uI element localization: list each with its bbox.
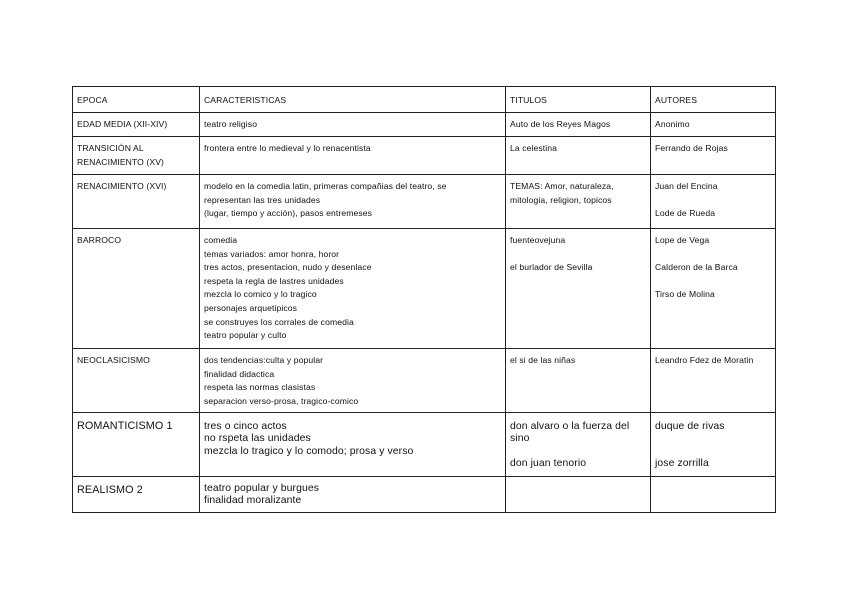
cell-epoca xyxy=(73,229,200,349)
cell-caracteristicas xyxy=(200,349,506,413)
spacer xyxy=(655,194,771,208)
cell-epoca xyxy=(73,113,200,137)
cell-caracteristicas xyxy=(200,229,506,349)
cell-line: RENACIMIENTO (XV) xyxy=(77,156,165,167)
table-row xyxy=(73,229,776,349)
table-row xyxy=(73,349,776,413)
cell-line: REALISMO 2 xyxy=(77,484,143,496)
cell-autores xyxy=(651,113,776,137)
spacer xyxy=(510,446,646,458)
cell-autores xyxy=(651,413,776,477)
cell-autores xyxy=(651,175,776,229)
cell-line: teatro popular y culto xyxy=(204,330,287,341)
cell-line: no rspeta las unidades xyxy=(204,433,311,445)
cell-line: dos tendencias:culta y popular xyxy=(204,355,324,365)
cell-line: TRANSICIÓN AL xyxy=(77,143,144,153)
cell-line: el si de las niñas xyxy=(510,355,576,365)
cell-line: Tirso de Molina xyxy=(655,289,715,300)
spacer xyxy=(655,248,771,262)
table-row xyxy=(73,477,776,513)
cell-line: teatro religiso xyxy=(204,119,258,129)
cell-line: EDAD MEDIA (XII-XIV) xyxy=(77,119,168,129)
cell-epoca xyxy=(73,175,200,229)
cell-line: RENACIMIENTO (XVI) xyxy=(77,181,167,191)
header-autores: AUTORES xyxy=(651,87,776,113)
literature-table xyxy=(72,86,776,513)
cell-line: duque de rivas xyxy=(655,421,725,432)
cell-line: ROMANTICISMO 1 xyxy=(77,420,173,432)
cell-titulos xyxy=(506,229,651,349)
header-titulos: TITULOS xyxy=(506,87,651,113)
cell-epoca xyxy=(73,413,200,477)
cell-line: frontera entre lo medieval y lo renacentista xyxy=(204,143,371,153)
table-header-row xyxy=(73,87,776,113)
cell-caracteristicas xyxy=(200,113,506,137)
cell-line: Calderon de la Barca xyxy=(655,262,738,273)
cell-titulos xyxy=(506,477,651,513)
cell-line: mezcla lo tragico y lo comodo; prosa y verso xyxy=(204,445,414,457)
cell-autores xyxy=(651,137,776,175)
cell-line: fuenteovejuna xyxy=(510,235,566,245)
cell-caracteristicas xyxy=(200,175,506,229)
cell-line: Lode de Rueda xyxy=(655,208,716,219)
cell-line: TEMAS: Amor, naturaleza, xyxy=(510,181,614,191)
table-row xyxy=(73,113,776,137)
cell-line: modelo en la comedia latin, primeras compañias del teatro, se xyxy=(204,181,447,191)
cell-line: mitologia, religion, topicos xyxy=(510,194,612,205)
cell-line: representan las tres unidades xyxy=(204,194,321,205)
cell-autores xyxy=(651,477,776,513)
cell-line: don alvaro o la fuerza del xyxy=(510,421,630,432)
spacer xyxy=(655,446,771,458)
cell-line: Anonimo xyxy=(655,119,690,129)
header-caracteristicas: CARACTERISTICAS xyxy=(200,87,506,113)
header-epoca: EPOCA xyxy=(73,87,200,113)
cell-line: jose zorrilla xyxy=(655,458,709,470)
cell-titulos xyxy=(506,137,651,175)
cell-line: teatro popular y burgues xyxy=(204,483,320,494)
cell-line: tres actos, presentacion, nudo y desenlace xyxy=(204,262,372,273)
cell-line: Leandro Fdez de Moratin xyxy=(655,355,754,365)
cell-line: tres o cinco actos xyxy=(204,421,287,432)
cell-line: personajes arquetipicos xyxy=(204,302,298,313)
table-row xyxy=(73,137,776,175)
cell-epoca xyxy=(73,477,200,513)
table-row xyxy=(73,175,776,229)
cell-line: Ferrando de Rojas xyxy=(655,143,728,153)
cell-line: el burlador de Sevilla xyxy=(510,262,593,273)
cell-autores xyxy=(651,229,776,349)
cell-line: (lugar, tiempo y acción), pasos entremeses xyxy=(204,208,373,219)
cell-line: La celestina xyxy=(510,143,558,153)
cell-line: comedia xyxy=(204,235,238,245)
cell-line: finalidad moralizante xyxy=(204,495,302,507)
cell-line: separacion verso-prosa, tragico-comico xyxy=(204,395,359,406)
spacer xyxy=(510,248,646,262)
cell-autores xyxy=(651,349,776,413)
spacer xyxy=(655,275,771,289)
cell-line: finalidad didactica xyxy=(204,368,275,379)
cell-line: BARROCO xyxy=(77,235,122,245)
cell-epoca xyxy=(73,349,200,413)
cell-line: respeta las normas clasistas xyxy=(204,382,316,393)
cell-line: Lope de Vega xyxy=(655,235,710,245)
cell-titulos xyxy=(506,175,651,229)
cell-line: NEOCLASICISMO xyxy=(77,355,150,365)
cell-caracteristicas xyxy=(200,413,506,477)
cell-line: sino xyxy=(510,433,530,445)
cell-line: Juan del Encina xyxy=(655,181,718,191)
cell-line: Auto de los Reyes Magos xyxy=(510,119,611,129)
cell-titulos xyxy=(506,113,651,137)
cell-titulos xyxy=(506,349,651,413)
cell-line: mezcla lo comico y lo tragico xyxy=(204,289,317,300)
cell-caracteristicas xyxy=(200,137,506,175)
cell-caracteristicas xyxy=(200,477,506,513)
cell-line: respeta la regla de lastres unidades xyxy=(204,275,344,286)
cell-line: se construyes los corrales de comedia xyxy=(204,316,354,327)
spacer xyxy=(655,433,771,445)
table-row xyxy=(73,413,776,477)
cell-line: temas variados: amor honra, horor xyxy=(204,248,340,259)
cell-epoca xyxy=(73,137,200,175)
cell-titulos xyxy=(506,413,651,477)
cell-line: don juan tenorio xyxy=(510,458,587,470)
